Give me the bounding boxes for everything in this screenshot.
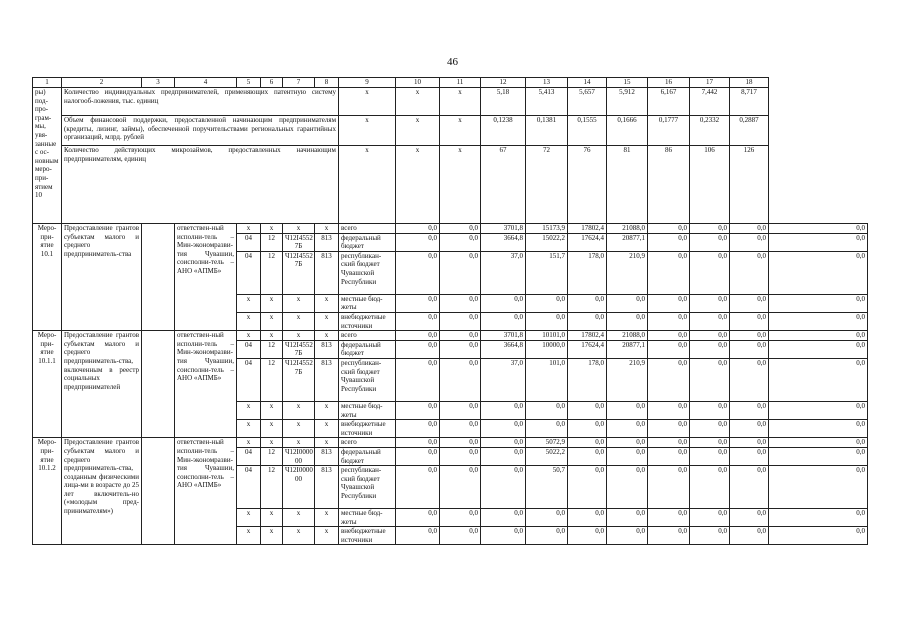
funding-value: 0,0 [648,401,690,419]
funding-value: 0,0 [481,294,526,312]
funding-value: 0,0 [440,447,481,465]
funding-value: 0,0 [690,438,730,448]
funding-value: 0,0 [730,447,769,465]
indicator-value: 0,2332 [690,116,730,146]
funding-value: 0,0 [568,312,607,330]
header-row [33,78,868,88]
responsible-executor: ответствен-ный исполни-тель – Мин-экономразви-тия Чувашии, соисполни-тель – АНО «АПМБ» [175,438,237,545]
funding-value: 0,0 [440,294,481,312]
funding-value: 0,0 [568,447,607,465]
funding-value: 0,0 [526,294,568,312]
budget-code-c5: x [237,527,261,545]
budget-code-c5: 04 [237,233,261,251]
funding-value: 0,0 [440,224,481,234]
budget-code-c6: 12 [261,251,283,294]
header-cell: 12 [481,78,526,88]
funding-value: 0,0 [568,420,607,438]
funding-value: 0,0 [396,233,440,251]
funding-value: 0,0 [607,509,648,527]
funding-value: 0,0 [440,438,481,448]
budget-code-c6: x [261,527,283,545]
funding-value: 0,0 [440,331,481,341]
funding-value: 0,0 [481,447,526,465]
header-cell: 15 [607,78,648,88]
funding-value: 0,0 [396,447,440,465]
funding-value: 0,0 [769,233,868,251]
budget-code-c7: Ч12I4552 7Б [283,358,315,401]
funding-value: 17624,4 [568,340,607,358]
funding-value: 3701,8 [481,224,526,234]
funding-value: 37,0 [481,358,526,401]
funding-value: 0,0 [607,312,648,330]
funding-source: федеральный бюджет [339,447,396,465]
funding-value: 0,0 [648,358,690,401]
empty-cell [142,331,175,438]
budget-code-c7: x [283,224,315,234]
indicator-value: 106 [690,146,730,224]
budget-code-c6: x [261,294,283,312]
funding-value: 0,0 [690,358,730,401]
funding-value: 15173,9 [526,224,568,234]
indicator-value: 5,413 [526,88,568,116]
empty-cell [142,224,175,331]
funding-value: 0,0 [396,420,440,438]
measure-description: Предоставление грантов субъектам малого и среднего предприниматель-ства [62,224,142,331]
funding-source: всего [339,331,396,341]
budget-code-c6: 12 [261,466,283,509]
measure-row [33,331,868,341]
funding-value: 37,0 [481,251,526,294]
funding-value: 0,0 [730,224,769,234]
funding-value: 0,0 [440,358,481,401]
header-cell: 18 [730,78,769,88]
funding-value: 210,9 [607,358,648,401]
funding-value: 0,0 [396,438,440,448]
funding-value: 0,0 [769,340,868,358]
funding-value: 0,0 [396,251,440,294]
indicator-value: 5,912 [607,88,648,116]
funding-value: 0,0 [769,331,868,341]
budget-code-c5: x [237,420,261,438]
funding-source: федеральный бюджет [339,233,396,251]
funding-value: 0,0 [648,527,690,545]
budget-code-c6: x [261,401,283,419]
header-cell: 3 [142,78,175,88]
measure-name: Меро-при-ятие 10.1.2 [33,438,62,545]
responsible-executor: ответствен-ный исполни-тель – Мин-экономразви-тия Чувашии, соисполни-тель – АНО «АПМБ» [175,224,237,331]
funding-value: 5022,2 [526,447,568,465]
budget-code-c8: x [315,527,339,545]
funding-value: 0,0 [730,233,769,251]
indicator-value: 0,1666 [607,116,648,146]
budget-code-c6: x [261,331,283,341]
budget-code-c7: x [283,527,315,545]
funding-value: 0,0 [769,466,868,509]
budget-code-c6: x [261,224,283,234]
funding-value: 20877,1 [607,340,648,358]
program-table [32,77,868,545]
budget-code-c5: x [237,312,261,330]
indicator-value: 8,717 [730,88,769,116]
funding-source: всего [339,224,396,234]
indicator-value: 72 [526,146,568,224]
funding-value: 0,0 [396,224,440,234]
budget-code-c6: 12 [261,447,283,465]
responsible-executor: ответствен-ный исполни-тель – Мин-экономразви-тия Чувашии, соисполни-тель – АНО «АПМБ» [175,331,237,438]
funding-value: 0,0 [730,401,769,419]
funding-value: 0,0 [440,527,481,545]
funding-value: 0,0 [526,509,568,527]
budget-code-c5: x [237,294,261,312]
indicator-value: 0,1555 [568,116,607,146]
funding-value: 0,0 [440,340,481,358]
funding-value: 0,0 [526,312,568,330]
indicator-row [33,88,868,116]
header-cell: 5 [237,78,261,88]
budget-code-c5: 04 [237,466,261,509]
indicator-value: x [396,146,440,224]
funding-value: 0,0 [730,331,769,341]
indicator-value: 5,18 [481,88,526,116]
funding-value: 0,0 [769,251,868,294]
indicator-value: 0,1381 [526,116,568,146]
budget-code-c8: x [315,331,339,341]
funding-source: федеральный бюджет [339,340,396,358]
funding-source: местные бюд-жеты [339,294,396,312]
budget-code-c6: x [261,509,283,527]
funding-value: 0,0 [648,224,690,234]
budget-code-c8: x [315,294,339,312]
header-cell: 2 [62,78,142,88]
funding-value: 0,0 [648,466,690,509]
funding-source: местные бюд-жеты [339,509,396,527]
budget-code-c5: x [237,438,261,448]
indicator-value: 5,657 [568,88,607,116]
funding-value: 0,0 [481,527,526,545]
funding-value: 0,0 [607,294,648,312]
measure-name: Меро-при-ятие 10.1 [33,224,62,331]
measure-row [33,438,868,448]
budget-code-c8: x [315,438,339,448]
budget-code-c5: 04 [237,340,261,358]
funding-value: 0,0 [481,312,526,330]
budget-code-c7: x [283,438,315,448]
funding-value: 0,0 [648,420,690,438]
funding-value: 0,0 [690,340,730,358]
header-cell: 11 [440,78,481,88]
funding-value: 10000,0 [526,340,568,358]
indicator-value: 126 [730,146,769,224]
empty-cell [142,438,175,545]
funding-value: 0,0 [690,331,730,341]
funding-value: 0,0 [396,294,440,312]
header-cell: 14 [568,78,607,88]
budget-code-c7: Ч12I0000 00 [283,466,315,509]
indicator-row [33,146,868,224]
budget-code-c7: x [283,509,315,527]
indicator-label: Количество индивидуальных предпринимателей, применяющих патентную систему налогооб-ложения, тыс. единиц [62,88,339,116]
funding-value: 0,0 [607,401,648,419]
funding-value: 0,0 [607,466,648,509]
header-cell: 8 [315,78,339,88]
funding-value: 0,0 [730,358,769,401]
indicator-value: x [440,88,481,116]
funding-value: 101,0 [526,358,568,401]
budget-code-c7: Ч12I4552 7Б [283,233,315,251]
funding-value: 0,0 [648,233,690,251]
funding-source: местные бюд-жеты [339,401,396,419]
indicator-value: 86 [648,146,690,224]
funding-value: 0,0 [481,466,526,509]
indicator-value: 76 [568,146,607,224]
budget-code-c5: 04 [237,251,261,294]
indicator-value: 0,1777 [648,116,690,146]
indicator-value: 0,1238 [481,116,526,146]
budget-code-c7: x [283,420,315,438]
funding-source: всего [339,438,396,448]
budget-code-c5: 04 [237,358,261,401]
funding-value: 3664,8 [481,233,526,251]
funding-value: 0,0 [568,527,607,545]
indicator-label: Количество действующих микрозаймов, предоставленных начинающим предпринимателям, единиц [62,146,339,224]
measure-name: Меро-при-ятие 10.1.1 [33,331,62,438]
header-cell: 13 [526,78,568,88]
funding-value: 0,0 [481,509,526,527]
funding-value: 0,0 [730,340,769,358]
funding-value: 0,0 [607,438,648,448]
header-cell: 6 [261,78,283,88]
header-cell: 10 [396,78,440,88]
funding-value: 0,0 [648,251,690,294]
funding-value: 0,0 [730,312,769,330]
funding-value: 0,0 [730,509,769,527]
budget-code-c6: x [261,438,283,448]
funding-value: 17802,4 [568,224,607,234]
indicator-label: Объем финансовой поддержки, предоставленной начинающим предпринимателям (кредиты, лизинг, займы), обеспеченной поручительствами региональных гарантийных организаций, млрд. рублей [62,116,339,146]
funding-value: 0,0 [730,420,769,438]
funding-value: 0,0 [481,401,526,419]
budget-code-c7: Ч12I0000 00 [283,447,315,465]
funding-value: 0,0 [481,438,526,448]
funding-value: 5072,9 [526,438,568,448]
funding-value: 0,0 [607,527,648,545]
budget-code-c7: x [283,294,315,312]
funding-value: 0,0 [690,420,730,438]
indicator-value: x [440,146,481,224]
funding-value: 0,0 [440,420,481,438]
funding-value: 0,0 [690,466,730,509]
indicator-row [33,116,868,146]
funding-value: 0,0 [396,401,440,419]
funding-value: 0,0 [526,401,568,419]
funding-value: 0,0 [690,224,730,234]
header-cell: 4 [175,78,237,88]
funding-value: 15022,2 [526,233,568,251]
budget-code-c8: 813 [315,466,339,509]
indicator-value: x [396,116,440,146]
funding-value: 0,0 [396,527,440,545]
funding-value: 0,0 [568,466,607,509]
funding-value: 0,0 [607,420,648,438]
indicator-value: x [339,146,396,224]
budget-code-c8: x [315,224,339,234]
funding-value: 0,0 [396,509,440,527]
funding-value: 178,0 [568,251,607,294]
funding-value: 0,0 [690,251,730,294]
funding-value: 0,0 [648,294,690,312]
indicator-group-label: ры) под-про-грам-мы, увя-занные с ос-новным меро-при-ятием 10 [33,88,62,224]
budget-code-c8: x [315,509,339,527]
funding-value: 0,0 [690,447,730,465]
funding-value: 0,0 [648,447,690,465]
funding-value: 0,0 [607,447,648,465]
funding-value: 0,0 [730,527,769,545]
funding-value: 20877,1 [607,233,648,251]
measure-description: Предоставление грантов субъектам малого и среднего предприниматель-ства, созданным физическими лица-ми в возрасте до 25 лет включитель-но («молодым пред-принимателям») [62,438,142,545]
budget-code-c7: x [283,312,315,330]
funding-value: 0,0 [730,251,769,294]
budget-code-c7: x [283,331,315,341]
budget-code-c5: 04 [237,447,261,465]
page-number: 46 [447,56,458,68]
funding-value: 210,9 [607,251,648,294]
funding-value: 0,0 [396,312,440,330]
funding-value: 3664,8 [481,340,526,358]
budget-code-c8: 813 [315,233,339,251]
budget-code-c6: 12 [261,233,283,251]
funding-value: 0,0 [568,401,607,419]
budget-code-c5: x [237,331,261,341]
budget-code-c8: 813 [315,358,339,401]
budget-code-c6: x [261,420,283,438]
budget-code-c7: Ч12I4552 7Б [283,340,315,358]
budget-code-c5: x [237,509,261,527]
funding-source: внебюджетные источники [339,420,396,438]
budget-code-c8: x [315,312,339,330]
header-cell: 7 [283,78,315,88]
funding-value: 17624,4 [568,233,607,251]
funding-value: 0,0 [690,509,730,527]
header-cell: 1 [33,78,62,88]
budget-code-c8: 813 [315,340,339,358]
funding-value: 0,0 [690,401,730,419]
funding-value: 0,0 [440,401,481,419]
indicator-value: 7,442 [690,88,730,116]
funding-value: 0,0 [769,438,868,448]
indicator-value: x [440,116,481,146]
funding-value: 50,7 [526,466,568,509]
funding-value: 0,0 [769,527,868,545]
funding-value: 0,0 [730,438,769,448]
funding-value: 0,0 [690,527,730,545]
indicator-value: 6,167 [648,88,690,116]
funding-value: 21088,0 [607,224,648,234]
indicator-value: x [339,88,396,116]
funding-source: республикан-ский бюджет Чувашской Республики [339,466,396,509]
funding-value: 0,0 [396,331,440,341]
funding-value: 10101,0 [526,331,568,341]
funding-source: внебюджетные источники [339,527,396,545]
budget-code-c8: x [315,401,339,419]
budget-code-c7: x [283,401,315,419]
indicator-value: x [396,88,440,116]
funding-value: 0,0 [730,294,769,312]
funding-value: 178,0 [568,358,607,401]
funding-value: 0,0 [769,447,868,465]
funding-value: 0,0 [690,294,730,312]
budget-code-c5: x [237,401,261,419]
funding-value: 0,0 [440,509,481,527]
funding-source: внебюджетные источники [339,312,396,330]
funding-value: 0,0 [568,294,607,312]
funding-value: 0,0 [769,509,868,527]
funding-value: 0,0 [648,340,690,358]
header-cell: 9 [339,78,396,88]
funding-value: 3701,8 [481,331,526,341]
budget-code-c7: Ч12I4552 7Б [283,251,315,294]
funding-value: 0,0 [769,312,868,330]
budget-code-c8: x [315,420,339,438]
funding-value: 0,0 [769,358,868,401]
funding-value: 0,0 [648,509,690,527]
funding-value: 0,0 [396,340,440,358]
measure-row [33,224,868,234]
budget-code-c8: 813 [315,447,339,465]
funding-value: 0,0 [396,466,440,509]
budget-code-c5: x [237,224,261,234]
funding-source: республикан-ский бюджет Чувашской Республики [339,358,396,401]
funding-value: 0,0 [396,358,440,401]
indicator-value: 81 [607,146,648,224]
funding-value: 0,0 [648,331,690,341]
funding-value: 21088,0 [607,331,648,341]
indicator-value: x [339,116,396,146]
budget-code-c6: 12 [261,358,283,401]
funding-source: республикан-ский бюджет Чувашской Республики [339,251,396,294]
funding-value: 0,0 [440,251,481,294]
funding-value: 0,0 [769,401,868,419]
funding-value: 0,0 [690,233,730,251]
funding-value: 151,7 [526,251,568,294]
funding-value: 0,0 [730,466,769,509]
funding-value: 0,0 [440,312,481,330]
budget-code-c6: 12 [261,340,283,358]
funding-value: 0,0 [440,233,481,251]
funding-value: 0,0 [568,509,607,527]
header-cell: 17 [690,78,730,88]
funding-value: 0,0 [769,224,868,234]
budget-code-c8: 813 [315,251,339,294]
funding-value: 0,0 [526,527,568,545]
funding-value: 0,0 [568,438,607,448]
indicator-value: 0,2887 [730,116,769,146]
funding-value: 0,0 [526,420,568,438]
funding-value: 0,0 [769,294,868,312]
funding-value: 0,0 [648,312,690,330]
funding-value: 0,0 [690,312,730,330]
funding-value: 0,0 [769,420,868,438]
funding-value: 0,0 [481,420,526,438]
budget-code-c6: x [261,312,283,330]
funding-value: 0,0 [648,438,690,448]
measure-description: Предоставление грантов субъектам малого и среднего предприниматель-ства, включенным в реестр социальных предпринимателей [62,331,142,438]
header-cell: 16 [648,78,690,88]
funding-value: 17802,4 [568,331,607,341]
indicator-value: 67 [481,146,526,224]
funding-value: 0,0 [440,466,481,509]
